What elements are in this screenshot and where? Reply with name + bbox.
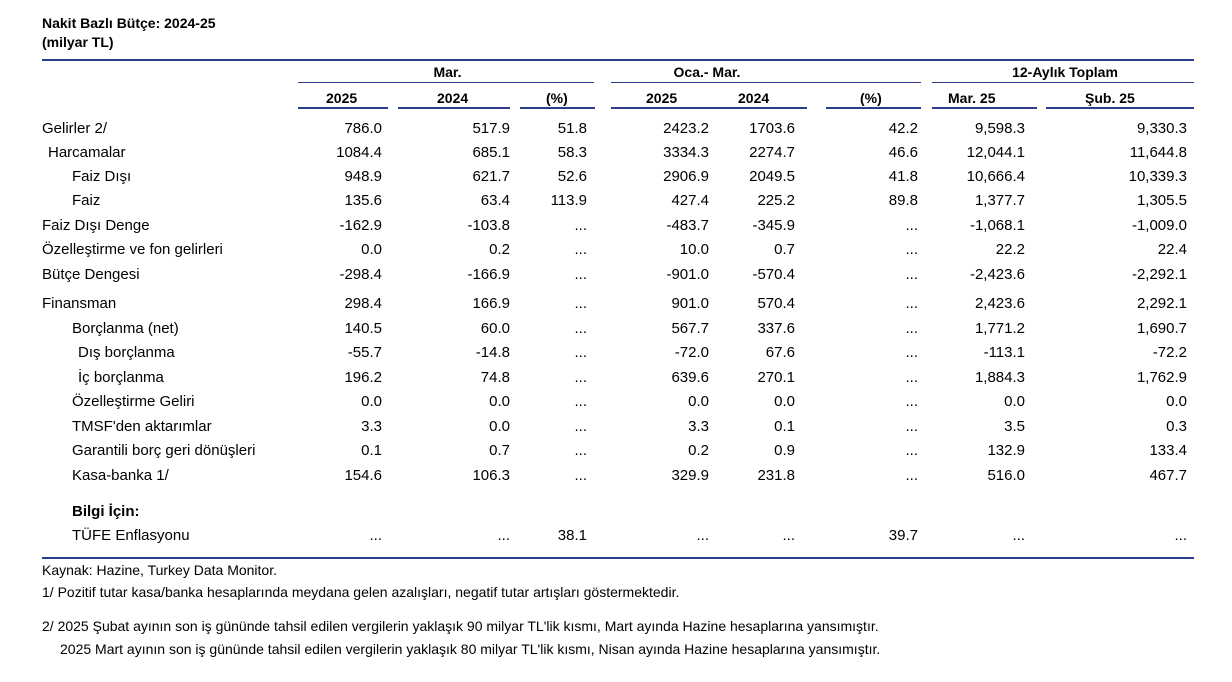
cell: 0.7 [489, 442, 510, 459]
col-underline-1 [298, 107, 388, 109]
cell: ... [905, 241, 918, 258]
row-label: Dış borçlanma [78, 344, 175, 361]
table-row [0, 141, 1232, 165]
cell: ... [574, 369, 587, 386]
row-label: Faiz [72, 192, 101, 209]
cell: 0.9 [774, 442, 795, 459]
cell: ... [905, 418, 918, 435]
title-line-1: Nakit Bazlı Bütçe: 2024-25 [42, 15, 216, 31]
footnote-1: 1/ Pozitif tutar kasa/banka hesaplarında meydana gelen azalışları, negatif tutar artışları göstermektedir. [42, 584, 680, 600]
col-header-mar-2024: 2024 [437, 90, 469, 106]
cell: 1,771.2 [974, 320, 1025, 337]
col-header-mar-pct: (%) [546, 90, 568, 106]
col-underline-5 [717, 107, 807, 109]
cell: 3.3 [688, 418, 709, 435]
col-underline-3 [520, 107, 595, 109]
col-header-12m-sub25: Şub. 25 [1085, 90, 1135, 106]
cell: -298.4 [339, 266, 382, 283]
cell: ... [574, 467, 587, 484]
cell: -1,068.1 [969, 217, 1025, 234]
cell: 106.3 [472, 467, 510, 484]
row-label: Bütçe Dengesi [42, 266, 140, 283]
cell: 621.7 [472, 168, 510, 185]
group-header-oca-mar: Oca.- Mar. [673, 64, 741, 80]
cell: 1084.4 [336, 144, 382, 161]
cell: 567.7 [671, 320, 709, 337]
cell: 337.6 [757, 320, 795, 337]
cell: 270.1 [757, 369, 795, 386]
cell: ... [497, 527, 510, 544]
info-heading: Bilgi İçin: [72, 503, 140, 520]
cell: 1,762.9 [1136, 369, 1187, 386]
cell: 60.0 [480, 320, 510, 337]
cell: 51.8 [557, 120, 587, 137]
col-header-ocamar-2025: 2025 [646, 90, 678, 106]
cell: ... [905, 442, 918, 459]
cell: 0.0 [1166, 393, 1187, 410]
cell: -162.9 [339, 217, 382, 234]
cell: 685.1 [472, 144, 510, 161]
cell: 1,305.5 [1136, 192, 1187, 209]
cell: 0.2 [489, 241, 510, 258]
row-label: TMSF'den aktarımlar [72, 418, 212, 435]
cell: ... [905, 217, 918, 234]
cell: 298.4 [344, 295, 382, 312]
cell: 63.4 [480, 192, 510, 209]
col-header-mar-2025: 2025 [326, 90, 358, 106]
group-header-mar: Mar. [433, 64, 462, 80]
table-row [0, 317, 1232, 341]
table-row [0, 263, 1232, 287]
cell: 0.1 [361, 442, 382, 459]
cell: 2049.5 [749, 168, 795, 185]
cell: ... [1174, 527, 1187, 544]
cell: 46.6 [888, 144, 918, 161]
cell: 517.9 [472, 120, 510, 137]
bottom-rule [42, 557, 1194, 559]
cell: ... [574, 442, 587, 459]
cell: 132.9 [987, 442, 1025, 459]
table-row [0, 189, 1232, 213]
cell: -55.7 [347, 344, 382, 361]
cell: 52.6 [557, 168, 587, 185]
cell: -14.8 [475, 344, 510, 361]
row-label: Özelleştirme ve fon gelirleri [42, 241, 223, 258]
cell: 9,598.3 [974, 120, 1025, 137]
cell: 154.6 [344, 467, 382, 484]
cell: ... [574, 344, 587, 361]
cell: 140.5 [344, 320, 382, 337]
cell: ... [905, 393, 918, 410]
group-underline-mar [298, 82, 594, 83]
cell: -72.0 [674, 344, 709, 361]
cell: 1,884.3 [974, 369, 1025, 386]
cell: 2,423.6 [974, 295, 1025, 312]
cell: ... [905, 369, 918, 386]
cell: ... [905, 266, 918, 283]
footnote-2: 2/ 2025 Şubat ayının son iş gününde tahsil edilen vergilerin yaklaşık 90 milyar TL'lik kısmı, Mart ayında Hazine hesaplarına yansımıştır. [42, 618, 879, 634]
cell: 231.8 [757, 467, 795, 484]
cell: 10,666.4 [966, 168, 1025, 185]
cell: -483.7 [666, 217, 709, 234]
cell: 901.0 [671, 295, 709, 312]
row-label: Gelirler 2/ [42, 120, 108, 137]
cell: -2,292.1 [1131, 266, 1187, 283]
cell: -570.4 [752, 266, 795, 283]
col-underline-2 [398, 107, 510, 109]
cell: ... [782, 527, 795, 544]
table-row [0, 415, 1232, 439]
col-underline-8 [1046, 107, 1194, 109]
cell: 10,339.3 [1128, 168, 1187, 185]
cell: 22.4 [1157, 241, 1187, 258]
info-row-tufe [0, 524, 1232, 548]
col-header-ocamar-2024: 2024 [738, 90, 770, 106]
cell: 2,292.1 [1136, 295, 1187, 312]
table-row [0, 366, 1232, 390]
cell: 516.0 [987, 467, 1025, 484]
cell: 3.5 [1004, 418, 1025, 435]
cell: ... [574, 320, 587, 337]
group-header-12-aylik: 12-Aylık Toplam [1012, 64, 1118, 80]
cell: 12,044.1 [966, 144, 1025, 161]
cell: -72.2 [1152, 344, 1187, 361]
cell: 0.0 [774, 393, 795, 410]
cell: ... [574, 418, 587, 435]
cell: 22.2 [995, 241, 1025, 258]
cell: 0.0 [361, 393, 382, 410]
cell: 0.0 [688, 393, 709, 410]
cell: 2274.7 [749, 144, 795, 161]
cell: 41.8 [888, 168, 918, 185]
table-row [0, 238, 1232, 262]
cell: ... [574, 266, 587, 283]
title-line-2: (milyar TL) [42, 34, 114, 50]
cell: 133.4 [1149, 442, 1187, 459]
group-underline-12-aylik [932, 82, 1194, 83]
cell: ... [905, 467, 918, 484]
col-header-ocamar-pct: (%) [860, 90, 882, 106]
col-underline-7 [932, 107, 1037, 109]
cell: ... [574, 393, 587, 410]
info-heading-row [0, 500, 1232, 524]
cell: 0.2 [688, 442, 709, 459]
cell: ... [696, 527, 709, 544]
cell: 42.2 [888, 120, 918, 137]
cell: 467.7 [1149, 467, 1187, 484]
row-label: Borçlanma (net) [72, 320, 179, 337]
table-row [0, 390, 1232, 414]
cell: 58.3 [557, 144, 587, 161]
cell: 786.0 [344, 120, 382, 137]
col-header-12m-mar25: Mar. 25 [948, 90, 996, 106]
cell: ... [574, 217, 587, 234]
footnote-2-continued: 2025 Mart ayının son iş gününde tahsil edilen vergilerin yaklaşık 80 milyar TL'lik kısmı, Nisan ayında Hazine hesaplarına yansımıştır. [60, 641, 881, 657]
cell: 1703.6 [749, 120, 795, 137]
cell: ... [905, 320, 918, 337]
table-row [0, 341, 1232, 365]
cell: 3.3 [361, 418, 382, 435]
cell: 0.7 [774, 241, 795, 258]
cell: 135.6 [344, 192, 382, 209]
top-rule [42, 59, 1194, 61]
row-label: Finansman [42, 295, 117, 312]
row-label: İç borçlanma [78, 369, 164, 386]
cell: 113.9 [550, 192, 587, 209]
cell: 639.6 [671, 369, 709, 386]
cell: -901.0 [666, 266, 709, 283]
cell: 3334.3 [663, 144, 709, 161]
cell: -166.9 [467, 266, 510, 283]
cell: 0.0 [1004, 393, 1025, 410]
table-row [0, 214, 1232, 238]
cell: 0.0 [489, 418, 510, 435]
cell: 570.4 [757, 295, 795, 312]
cell: 0.1 [774, 418, 795, 435]
cell: -345.9 [752, 217, 795, 234]
source-note: Kaynak: Hazine, Turkey Data Monitor. [42, 562, 277, 578]
table-row [0, 292, 1232, 316]
cell: ... [369, 527, 382, 544]
row-label: Kasa-banka 1/ [72, 467, 169, 484]
cell: -103.8 [467, 217, 510, 234]
cell: ... [1012, 527, 1025, 544]
row-label: Faiz Dışı Denge [42, 217, 150, 234]
cell: 10.0 [679, 241, 709, 258]
cell: 166.9 [472, 295, 510, 312]
cell: -2,423.6 [969, 266, 1025, 283]
cell: -113.1 [983, 344, 1025, 361]
group-underline-oca-mar [611, 82, 921, 83]
cell: ... [574, 295, 587, 312]
row-label: TÜFE Enflasyonu [72, 527, 190, 544]
cell: 2906.9 [663, 168, 709, 185]
cell: ... [905, 295, 918, 312]
cell: 0.3 [1166, 418, 1187, 435]
row-label: Özelleştirme Geliri [72, 393, 195, 410]
cell: 74.8 [480, 369, 510, 386]
cell: 9,330.3 [1136, 120, 1187, 137]
cell: ... [574, 241, 587, 258]
cell: 225.2 [757, 192, 795, 209]
cell: 0.0 [361, 241, 382, 258]
col-underline-4 [611, 107, 717, 109]
cell: 11,644.8 [1129, 144, 1187, 161]
cell: 39.7 [888, 527, 918, 544]
row-label: Harcamalar [48, 144, 126, 161]
row-label: Faiz Dışı [72, 168, 132, 185]
cell: 196.2 [344, 369, 382, 386]
cell: 1,377.7 [974, 192, 1025, 209]
cell: 1,690.7 [1136, 320, 1187, 337]
cell: 329.9 [671, 467, 709, 484]
cell: ... [905, 344, 918, 361]
cell: 427.4 [671, 192, 709, 209]
cell: 67.6 [765, 344, 795, 361]
cell: 948.9 [344, 168, 382, 185]
cell: 0.0 [489, 393, 510, 410]
cell: 38.1 [557, 527, 587, 544]
cell: 2423.2 [663, 120, 709, 137]
col-underline-6 [826, 107, 921, 109]
table-row [0, 165, 1232, 189]
cell: -1,009.0 [1131, 217, 1187, 234]
table-row [0, 117, 1232, 141]
row-label: Garantili borç geri dönüşleri [72, 442, 256, 459]
table-row [0, 464, 1232, 488]
table-row [0, 439, 1232, 463]
cell: 89.8 [888, 192, 918, 209]
